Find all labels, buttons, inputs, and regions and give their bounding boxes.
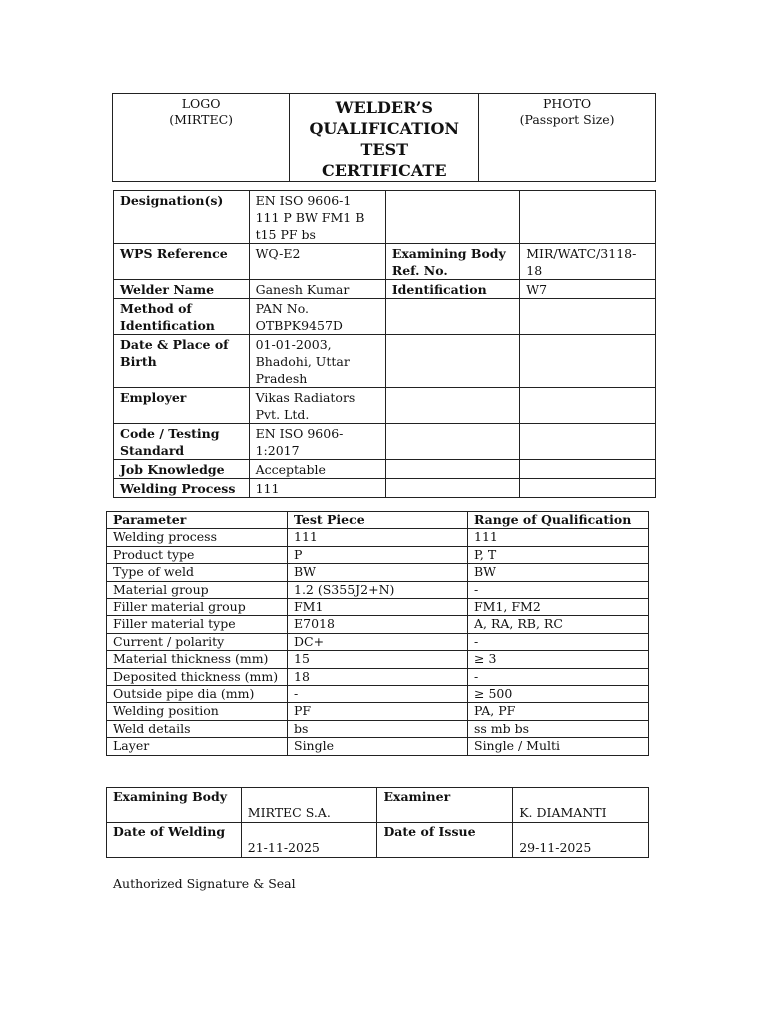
photo-label: PHOTO: [543, 96, 592, 111]
table-row: [107, 599, 649, 616]
test-piece-cell: BW: [288, 564, 468, 581]
table-row: [107, 720, 649, 737]
title-line-3: TEST CERTIFICATE: [321, 140, 447, 180]
empty-cell: [520, 388, 656, 424]
test-piece-cell: bs: [288, 720, 468, 737]
table-row: [107, 823, 649, 858]
table-header-row: [107, 512, 649, 529]
date-of-issue-label: Date of Issue: [377, 823, 513, 858]
wps-label: WPS Reference: [114, 244, 250, 280]
empty-cell: [520, 191, 656, 244]
empty-cell: [385, 388, 519, 424]
logo-company: (MIRTEC): [169, 112, 234, 127]
test-piece-cell: 15: [288, 651, 468, 668]
range-cell: -: [468, 668, 649, 685]
test-piece-cell: PF: [288, 703, 468, 720]
title-line-2: QUALIFICATION: [309, 119, 460, 138]
welder-name-label: Welder Name: [114, 280, 250, 299]
parameter-cell: Current / polarity: [107, 633, 288, 650]
job-knowledge-label: Job Knowledge: [114, 460, 250, 479]
employer-label: Employer: [114, 388, 250, 424]
table-row: [114, 388, 656, 424]
empty-cell: [520, 335, 656, 388]
parameter-cell: Type of weld: [107, 564, 288, 581]
examiner-label: Examiner: [377, 788, 513, 823]
parameter-cell: Welding position: [107, 703, 288, 720]
range-cell: FM1, FM2: [468, 599, 649, 616]
title-line-1: WELDER’S: [335, 98, 433, 117]
welding-process-value: 111: [249, 479, 385, 498]
qualification-parameters-table: [106, 511, 649, 756]
logo-placeholder: [113, 94, 290, 182]
exam-body-ref-value: MIR/WATC/3118-18: [520, 244, 656, 280]
certificate-header: [112, 93, 656, 182]
table-row: [107, 738, 649, 755]
parameter-cell: Filler material group: [107, 599, 288, 616]
test-piece-cell: E7018: [288, 616, 468, 633]
examining-body-value: MIRTEC S.A.: [241, 788, 377, 823]
table-row: [114, 280, 656, 299]
test-piece-cell: 111: [288, 529, 468, 546]
parameter-cell: Outside pipe dia (mm): [107, 686, 288, 703]
parameter-cell: Product type: [107, 546, 288, 563]
table-row: [107, 651, 649, 668]
table-row: [114, 244, 656, 280]
logo-label: LOGO: [181, 96, 221, 111]
date-of-issue-value: 29-11-2025: [513, 823, 649, 858]
range-cell: PA, PF: [468, 703, 649, 720]
table-row: [114, 335, 656, 388]
table-row: [107, 564, 649, 581]
table-row: [107, 703, 649, 720]
table-row: [107, 616, 649, 633]
parameter-cell: Filler material type: [107, 616, 288, 633]
range-cell: -: [468, 581, 649, 598]
exam-body-ref-label: Examining Body Ref. No.: [385, 244, 519, 280]
empty-cell: [385, 299, 519, 335]
empty-cell: [520, 299, 656, 335]
method-value: PAN No. OTBPK9457D: [249, 299, 385, 335]
table-row: [107, 686, 649, 703]
range-cell: -: [468, 633, 649, 650]
parameter-cell: Welding process: [107, 529, 288, 546]
examining-body-label: Examining Body: [107, 788, 242, 823]
range-cell: Single / Multi: [468, 738, 649, 755]
table-row: [107, 633, 649, 650]
test-piece-cell: 18: [288, 668, 468, 685]
empty-cell: [385, 460, 519, 479]
range-cell: ≥ 3: [468, 651, 649, 668]
range-cell: ≥ 500: [468, 686, 649, 703]
job-knowledge-value: Acceptable: [249, 460, 385, 479]
table-row: [107, 529, 649, 546]
dob-value: 01-01-2003, Bhadohi, Uttar Pradesh: [249, 335, 385, 388]
range-cell: 111: [468, 529, 649, 546]
range-cell: BW: [468, 564, 649, 581]
empty-cell: [385, 335, 519, 388]
dob-label: Date & Place of Birth: [114, 335, 250, 388]
test-piece-cell: P: [288, 546, 468, 563]
wps-value: WQ-E2: [249, 244, 385, 280]
table-row: [114, 479, 656, 498]
column-header-test-piece: Test Piece: [288, 512, 468, 529]
welder-name-value: Ganesh Kumar: [249, 280, 385, 299]
empty-cell: [385, 191, 519, 244]
range-cell: P, T: [468, 546, 649, 563]
test-piece-cell: DC+: [288, 633, 468, 650]
table-row: [107, 668, 649, 685]
method-label: Method of Identification: [114, 299, 250, 335]
identification-value: W7: [520, 280, 656, 299]
identification-label: Identification: [385, 280, 519, 299]
parameter-cell: Material thickness (mm): [107, 651, 288, 668]
photo-placeholder: [479, 94, 656, 182]
parameter-cell: Layer: [107, 738, 288, 755]
certificate-title: [290, 94, 479, 182]
table-row: [114, 191, 656, 244]
date-of-welding-value: 21-11-2025: [241, 823, 377, 858]
empty-cell: [520, 479, 656, 498]
empty-cell: [520, 424, 656, 460]
test-piece-cell: Single: [288, 738, 468, 755]
parameter-cell: Material group: [107, 581, 288, 598]
parameter-cell: Weld details: [107, 720, 288, 737]
empty-cell: [385, 424, 519, 460]
table-row: [107, 581, 649, 598]
range-cell: A, RA, RB, RC: [468, 616, 649, 633]
date-of-welding-label: Date of Welding: [107, 823, 242, 858]
authorized-signature-line: Authorized Signature & Seal: [113, 876, 296, 891]
welding-process-label: Welding Process: [114, 479, 250, 498]
table-row: [107, 546, 649, 563]
range-cell: ss mb bs: [468, 720, 649, 737]
empty-cell: [385, 479, 519, 498]
photo-size-note: (Passport Size): [519, 112, 615, 127]
code-label: Code / Testing Standard: [114, 424, 250, 460]
examiner-value: K. DIAMANTI: [513, 788, 649, 823]
column-header-range: Range of Qualification: [468, 512, 649, 529]
empty-cell: [520, 460, 656, 479]
table-row: [107, 788, 649, 823]
table-row: [114, 424, 656, 460]
examiner-table: [106, 787, 649, 858]
welder-info-table: [113, 190, 656, 498]
table-row: [114, 460, 656, 479]
designation-label: Designation(s): [114, 191, 250, 244]
test-piece-cell: 1.2 (S355J2+N): [288, 581, 468, 598]
column-header-parameter: Parameter: [107, 512, 288, 529]
table-row: [114, 299, 656, 335]
code-value: EN ISO 9606-1:2017: [249, 424, 385, 460]
test-piece-cell: FM1: [288, 599, 468, 616]
parameter-cell: Deposited thickness (mm): [107, 668, 288, 685]
employer-value: Vikas Radiators Pvt. Ltd.: [249, 388, 385, 424]
designation-value: EN ISO 9606-1 111 P BW FM1 B t15 PF bs: [249, 191, 385, 244]
test-piece-cell: -: [288, 686, 468, 703]
